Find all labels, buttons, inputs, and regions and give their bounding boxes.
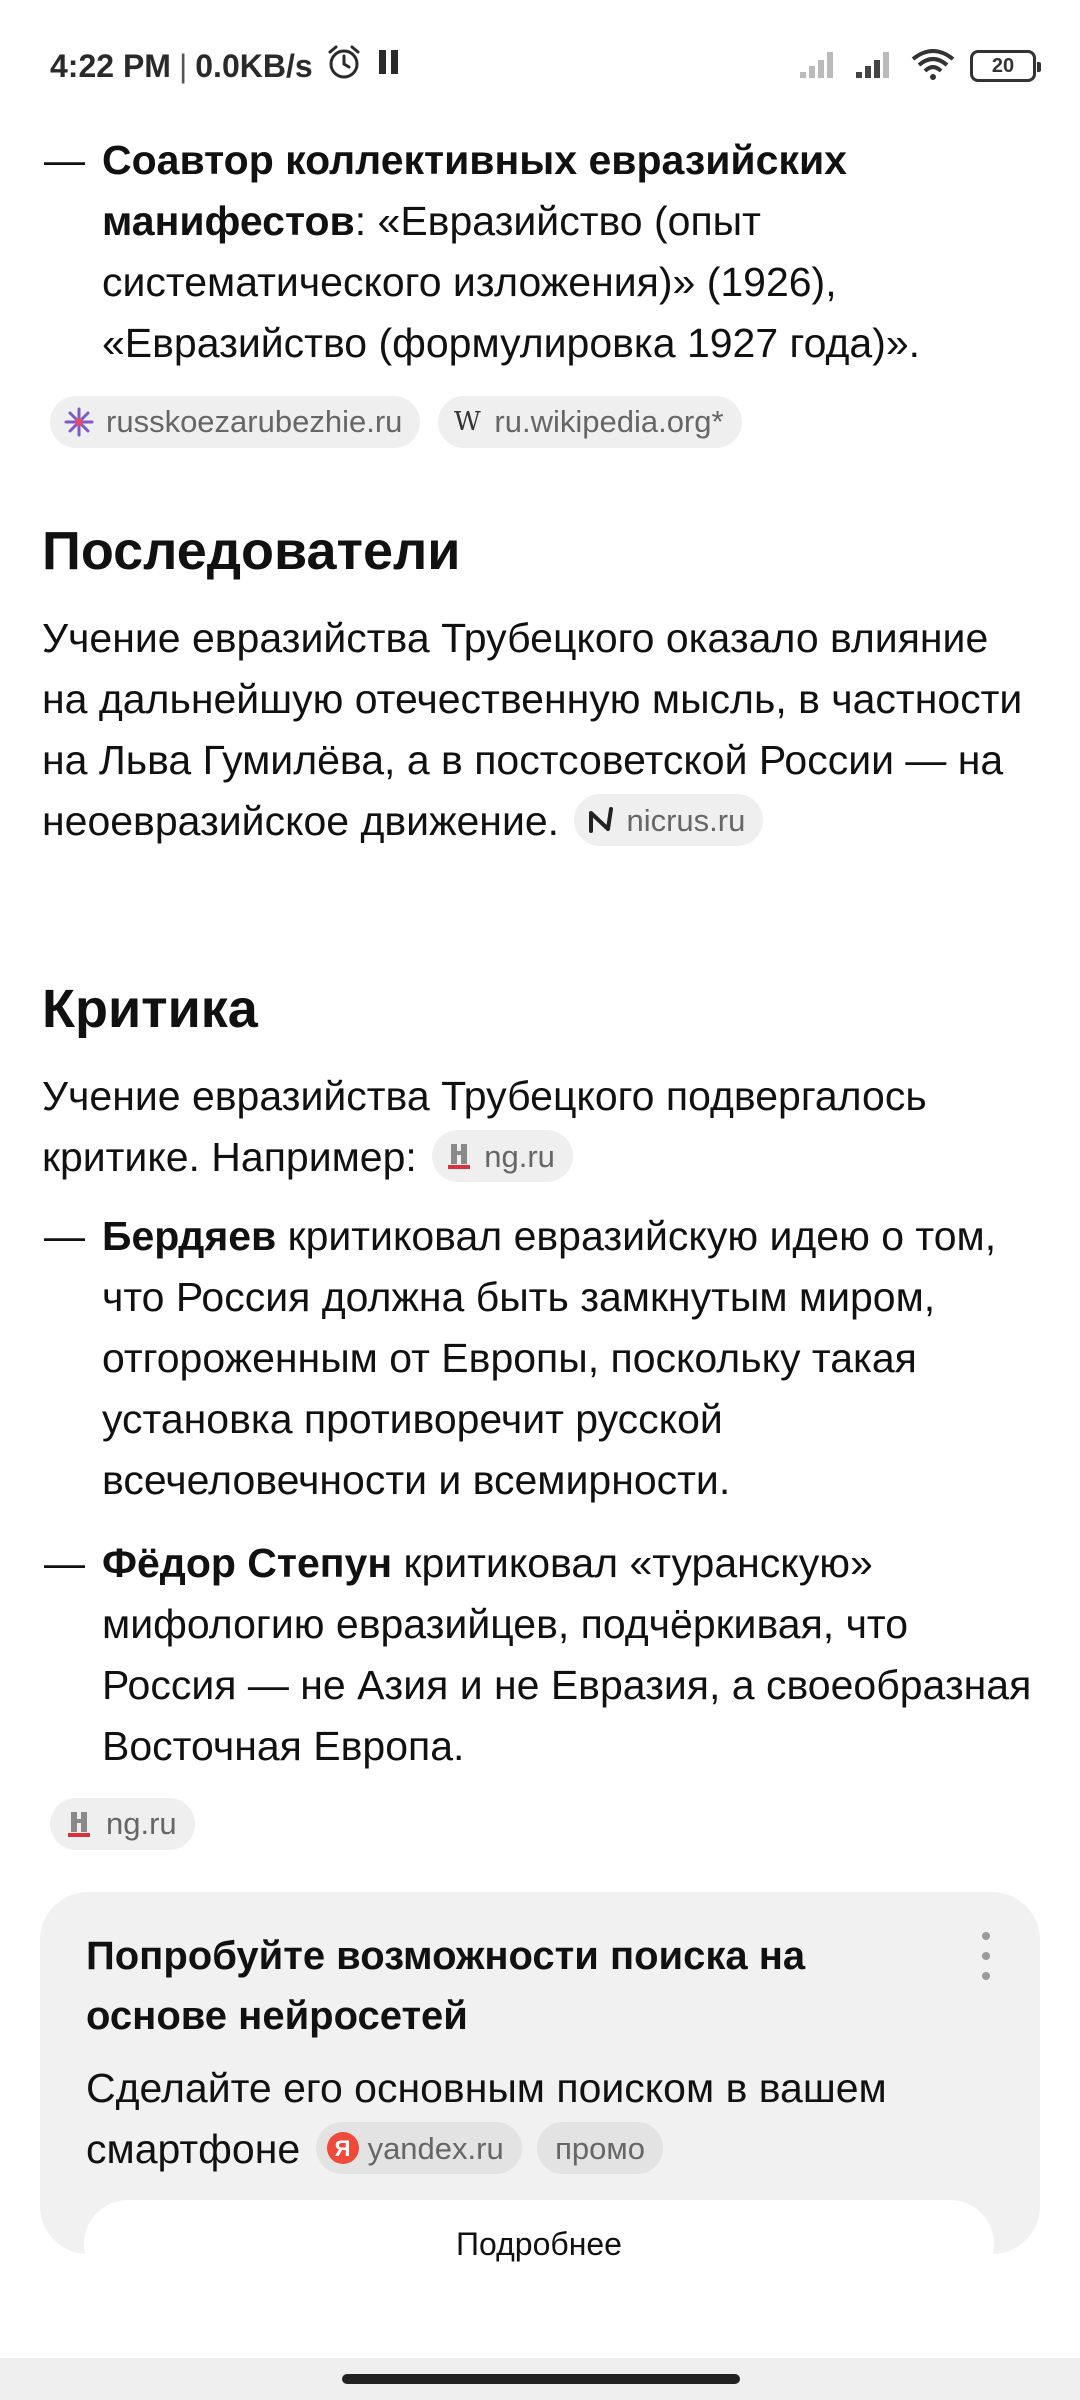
signal-icon bbox=[798, 48, 840, 85]
more-details-button[interactable]: Подробнее bbox=[84, 2200, 994, 2288]
critique-heading: Критика bbox=[42, 979, 258, 1039]
pause-icon bbox=[375, 47, 403, 85]
promo-text: Сделайте его основным поиском в вашем смартфоне bbox=[86, 2065, 887, 2172]
critique-item-berdyaev bbox=[0, 1206, 1080, 1511]
critique-intro bbox=[42, 1066, 1044, 1188]
yandex-icon: Я bbox=[326, 2131, 360, 2165]
bullet-dash: — bbox=[44, 137, 85, 183]
source-label: yandex.ru bbox=[367, 2130, 504, 2166]
snowflake-icon bbox=[62, 405, 96, 439]
source-chip-yandex[interactable] bbox=[316, 2122, 522, 2174]
wikipedia-icon: W bbox=[454, 407, 481, 437]
promo-text-block bbox=[86, 2058, 986, 2180]
battery-icon: 20 bbox=[970, 50, 1036, 82]
status-time: 4:22 PM bbox=[50, 47, 171, 84]
home-indicator[interactable] bbox=[342, 2374, 740, 2384]
manifesto-bullet bbox=[0, 130, 1080, 374]
source-chip-ng-2[interactable] bbox=[50, 1798, 195, 1850]
source-label: ru.wikipedia.org* bbox=[494, 404, 724, 439]
sources-row bbox=[0, 396, 742, 448]
bullet-bold-text: Бердяев bbox=[102, 1213, 277, 1259]
wifi-icon bbox=[910, 47, 956, 86]
alarm-icon bbox=[325, 43, 363, 89]
bullet-dash: — bbox=[44, 1540, 85, 1586]
status-right bbox=[798, 44, 1036, 88]
bullet-text: критиковал евразийскую идею о том, что Россия должна быть замкнутым миром, отгороженным от Европы, поскольку такая установка противоречит русской всечеловечности и всемирности. bbox=[102, 1213, 997, 1503]
status-separator: | bbox=[178, 47, 188, 84]
ng-icon bbox=[62, 1807, 96, 1841]
followers-text: Учение евразийства Трубецкого оказало влияние на дальнейшую отечественную мысль, в частности на Льва Гумилёва, а в постсоветской России — на неоевразийское движение. bbox=[42, 615, 1023, 844]
bullet-text: критиковал «туранскую» мифологию евразийцев, подчёркивая, что Россия — не Азия и не Евразия, а своеобразная Восточная Европа. bbox=[102, 1540, 1032, 1769]
followers-paragraph bbox=[42, 608, 1044, 852]
status-bar bbox=[0, 0, 1080, 130]
critique-item-stepun bbox=[0, 1533, 1080, 1777]
nicrus-icon bbox=[584, 803, 618, 837]
critique-sources-row bbox=[0, 1798, 195, 1850]
critique-intro-text: Учение евразийства Трубецкого подвергалось критике. Например: bbox=[42, 1073, 927, 1180]
bullet-text: : «Евразийство (опыт систематического изложения)» (1926), «Евразийство (формулировка 1927 года)». bbox=[102, 198, 921, 366]
source-chip-nicrus[interactable] bbox=[574, 794, 763, 846]
source-chip-ng[interactable] bbox=[432, 1130, 573, 1182]
promo-card bbox=[40, 1892, 1040, 2262]
source-chip-russkoezarubezhie[interactable] bbox=[50, 396, 420, 448]
ng-icon bbox=[442, 1139, 476, 1173]
promo-badge: промо bbox=[537, 2122, 663, 2174]
source-label: nicrus.ru bbox=[626, 802, 746, 838]
followers-heading: Последователи bbox=[42, 521, 461, 581]
source-label: ng.ru bbox=[106, 1806, 177, 1841]
bullet-bold-text: Фёдор Степун bbox=[102, 1540, 393, 1586]
status-left bbox=[50, 44, 403, 88]
source-label: russkoezarubezhie.ru bbox=[106, 404, 403, 439]
bullet-dash: — bbox=[44, 1213, 85, 1259]
more-menu-icon[interactable] bbox=[976, 1932, 996, 1980]
promo-title: Попробуйте возможности поиска на основе нейросетей bbox=[86, 1934, 806, 2038]
signal-icon-2 bbox=[854, 48, 896, 85]
bullet-bold-text: Соавтор коллективных евразийских манифестов bbox=[102, 137, 847, 244]
source-label: ng.ru bbox=[484, 1138, 555, 1174]
network-speed: 0.0KB/s bbox=[195, 47, 313, 84]
source-chip-wikipedia[interactable] bbox=[438, 396, 741, 448]
